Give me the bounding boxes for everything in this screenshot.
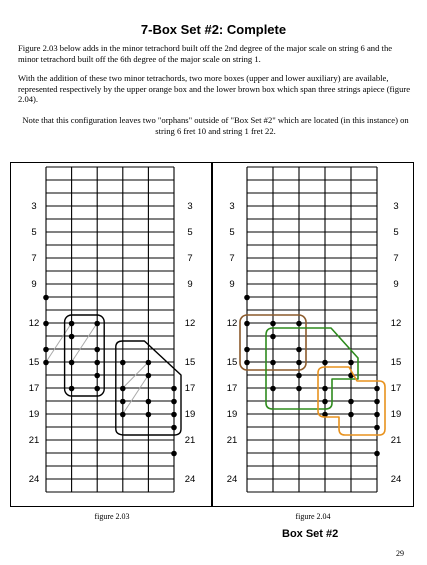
scale-note-dot (94, 360, 100, 366)
scale-note-dot (171, 399, 177, 405)
page-number: 29 (396, 549, 404, 558)
fret-marker-right: 19 (184, 409, 196, 420)
fret-marker-right: 17 (390, 383, 402, 394)
paragraph-orphans: Note that this configuration leaves two "orphans" outside of "Box Set #2" which are located (in this instance) on string 6 fret 10 and string 1 fret 22. (22, 115, 409, 136)
scale-note-dot (146, 412, 152, 418)
scale-note-dot (244, 347, 250, 353)
scale-note-dot (94, 373, 100, 379)
fret-marker-left: 9 (31, 279, 37, 290)
fret-marker-left: 3 (229, 201, 235, 212)
fret-marker-left: 24 (226, 474, 238, 485)
scale-note-dot (69, 386, 75, 392)
fret-marker-right: 3 (187, 201, 193, 212)
fret-marker-left: 19 (226, 409, 238, 420)
scale-note-dot (94, 386, 100, 392)
scale-note-dot (171, 386, 177, 392)
paragraph-intro: Figure 2.03 below adds in the minor tetrachord built off the 2nd degree of the major scale on string 6 and the minor tetrachord built off the 6th degree of the major scale on string 1. (18, 43, 393, 64)
fret-marker-right: 17 (184, 383, 196, 394)
figure-2-03-caption: figure 2.03 (94, 512, 130, 521)
fret-marker-right: 5 (393, 227, 399, 238)
fret-marker-right: 12 (390, 318, 402, 329)
fretboard-figure-2-04 (227, 167, 402, 492)
fret-marker-left: 15 (28, 357, 40, 368)
box-green (266, 328, 358, 409)
scale-note-dot (69, 360, 75, 366)
scale-note-dot (296, 360, 302, 366)
fret-marker-right: 19 (390, 409, 402, 420)
fret-marker-right: 12 (184, 318, 196, 329)
fret-marker-left: 5 (229, 227, 235, 238)
fret-marker-left: 12 (28, 318, 40, 329)
fret-marker-right: 21 (390, 435, 402, 446)
scale-note-dot (146, 360, 152, 366)
scale-note-dot (171, 412, 177, 418)
scale-note-dot (171, 425, 177, 431)
scale-note-dot (322, 386, 328, 392)
scale-note-dot (43, 347, 49, 353)
paragraph-boxes: With the addition of these two minor tetrachords, two more boxes (upper and lower auxiliary) are available, represented respectively by the upper orange box and the lower brown box which span three strings apiece (figure 2.04). (18, 73, 411, 105)
scale-note-dot (348, 399, 354, 405)
scale-note-dot (322, 360, 328, 366)
fret-marker-left: 5 (31, 227, 37, 238)
fret-marker-right: 24 (390, 474, 402, 485)
fret-marker-right: 15 (184, 357, 196, 368)
fret-marker-left: 24 (28, 474, 40, 485)
scale-note-dot (146, 399, 152, 405)
fret-marker-left: 21 (226, 435, 238, 446)
scale-note-dot (270, 360, 276, 366)
scale-note-dot (374, 425, 380, 431)
scale-note-dot (296, 321, 302, 327)
scale-note-dot (348, 360, 354, 366)
scale-note-dot (43, 295, 49, 301)
scale-note-dot (244, 360, 250, 366)
scale-note-dot (270, 321, 276, 327)
scale-note-dot (120, 399, 126, 405)
scale-note-dot (146, 373, 152, 379)
scale-note-dot (43, 321, 49, 327)
scale-note-dot (374, 386, 380, 392)
scale-note-dot (244, 295, 250, 301)
scale-note-dot (94, 321, 100, 327)
fret-marker-left: 12 (226, 318, 238, 329)
figure-2-04-caption: figure 2.04 (295, 512, 331, 521)
connector-line (46, 323, 72, 362)
fret-marker-right: 24 (184, 474, 196, 485)
scale-note-dot (296, 373, 302, 379)
scale-note-dot (120, 360, 126, 366)
fret-marker-right: 5 (187, 227, 193, 238)
scale-note-dot (374, 451, 380, 457)
fret-marker-left: 9 (229, 279, 235, 290)
scale-note-dot (120, 386, 126, 392)
fret-marker-left: 15 (226, 357, 238, 368)
fret-marker-left: 7 (229, 253, 235, 264)
connector-line (72, 323, 98, 362)
scale-note-dot (270, 386, 276, 392)
scale-note-dot (270, 334, 276, 340)
fret-marker-left: 19 (28, 409, 40, 420)
scale-note-dot (296, 386, 302, 392)
fret-marker-left: 3 (31, 201, 37, 212)
fretboard-figure-2-03 (29, 167, 196, 492)
fret-marker-left: 7 (31, 253, 37, 264)
scale-note-dot (171, 451, 177, 457)
fret-marker-right: 7 (187, 253, 193, 264)
scale-note-dot (322, 399, 328, 405)
scale-note-dot (69, 321, 75, 327)
scale-note-dot (94, 347, 100, 353)
scale-note-dot (120, 412, 126, 418)
fret-marker-right: 7 (393, 253, 399, 264)
scale-note-dot (348, 412, 354, 418)
scale-note-dot (374, 399, 380, 405)
box-upper (65, 315, 105, 396)
fret-marker-right: 15 (390, 357, 402, 368)
scale-note-dot (244, 321, 250, 327)
fret-marker-right: 9 (187, 279, 193, 290)
fret-marker-right: 21 (184, 435, 196, 446)
scale-note-dot (296, 347, 302, 353)
scale-note-dot (43, 360, 49, 366)
scale-note-dot (69, 334, 75, 340)
connector-line (123, 375, 149, 414)
scale-note-dot (374, 412, 380, 418)
box-set-label: Box Set #2 (282, 528, 339, 540)
page-title: 7-Box Set #2: Complete (140, 22, 287, 37)
fret-marker-right: 3 (393, 201, 399, 212)
fret-marker-left: 21 (28, 435, 40, 446)
fret-marker-left: 17 (28, 383, 40, 394)
fret-marker-left: 17 (226, 383, 238, 394)
fret-marker-right: 9 (393, 279, 399, 290)
